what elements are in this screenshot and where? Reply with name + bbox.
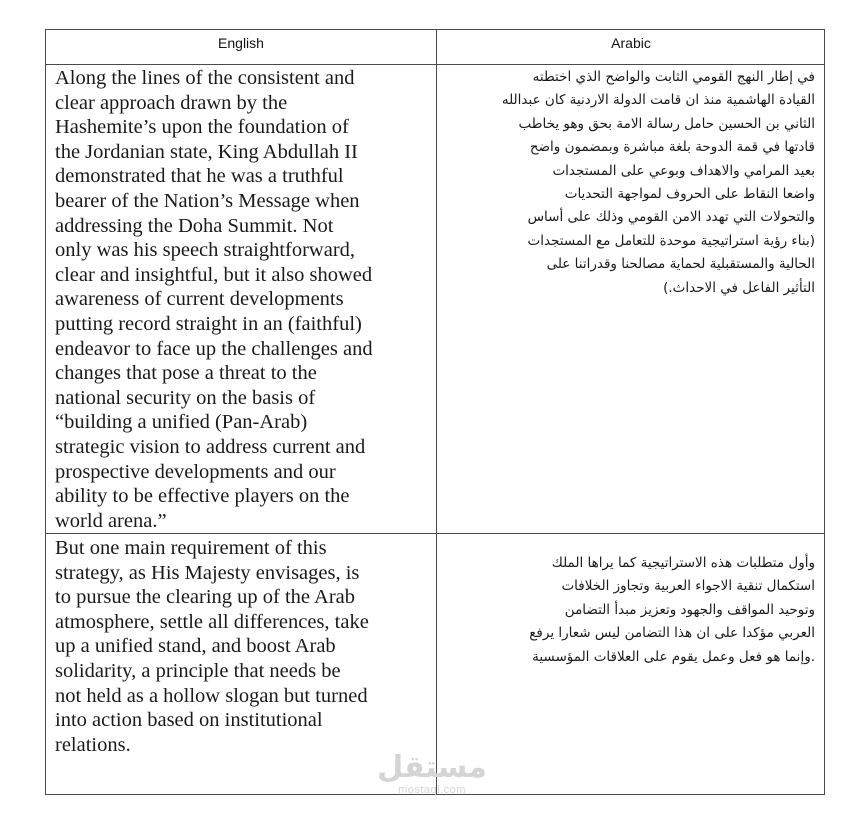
english-column-header: English (218, 35, 264, 51)
english-line: strategic vision to address current and (55, 435, 366, 458)
english-line: solidarity, a principle that needs be (55, 659, 341, 682)
arabic-line: التأثير الفاعل في الاحداث.) (663, 279, 815, 296)
arabic-line: .وإنما هو فعل وعمل يقوم على العلاقات المؤسسية (532, 648, 815, 665)
arabic-line: قادتها في قمة الدوحة بلغة مباشرة وبمضمون واضح (529, 139, 815, 156)
english-line: demonstrated that he was a truthful (55, 165, 344, 188)
arabic-column-header: Arabic (611, 35, 651, 51)
watermark-url: mostaql.com (398, 784, 466, 796)
english-line: ability to be effective players on the (55, 485, 350, 508)
arabic-line: واضعا النقاط على الحروف لمواجهة التحديات (564, 186, 815, 203)
english-line: putting record straight in an (faithful) (55, 312, 362, 335)
watermark-logo: مستقل (377, 750, 487, 785)
english-line: atmosphere, settle all differences, take (55, 610, 369, 633)
arabic-line: الثاني بن الحسين حامل رسالة الامة بحق وهو يخاطب (518, 115, 815, 132)
column-divider (436, 30, 437, 794)
english-line: awareness of current developments (55, 288, 344, 311)
arabic-line: (بناء رؤية استراتيجية موحدة للتعامل مع المستجدات (527, 232, 815, 249)
english-line: the Jordanian state, King Abdullah II (55, 140, 358, 163)
mostaql-watermark (377, 752, 487, 796)
english-line: clear and insightful, but it also showed (55, 263, 373, 286)
english-line: into action based on institutional (55, 709, 323, 732)
arabic-line: في إطار النهج القومي الثابت والواضح الذي اختطته (532, 69, 815, 85)
english-line: “building a unified (Pan-Arab) (55, 411, 308, 434)
english-line: not held as a hollow slogan but turned (55, 684, 368, 707)
english-line: national security on the basis of (55, 386, 316, 409)
english-cell-row-1 (55, 66, 433, 533)
english-line: strategy, as His Majesty envisages, is (55, 561, 360, 584)
english-cell-row-2 (55, 536, 433, 757)
arabic-cell-row-2 (445, 552, 815, 669)
header-row-divider (46, 64, 824, 65)
english-line: addressing the Doha Summit. Not (55, 214, 334, 237)
arabic-line: بعيد المرامي والاهداف وبوعي على المستجدات (552, 162, 815, 179)
english-line: endeavor to face up the challenges and (55, 337, 373, 360)
arabic-line: القيادة الهاشمية منذ ان قامت الدولة الاردنية كان عبدالله (501, 92, 815, 109)
arabic-line: والتحولات التي تهدد الامن القومي وذلك على أساس (527, 209, 815, 226)
english-line: Along the lines of the consistent and (55, 67, 355, 89)
english-line: up a unified stand, and boost Arab (55, 635, 336, 658)
english-line: prospective developments and our (55, 460, 336, 483)
english-line: changes that pose a threat to the (55, 362, 317, 385)
translation-table (45, 29, 825, 795)
english-line: Hashemite’s upon the foundation of (55, 116, 349, 139)
arabic-line: وتوحيد المواقف والجهود وتعزيز مبدأ التضامن (564, 601, 815, 618)
arabic-cell-row-1 (445, 66, 815, 300)
english-line: clear approach drawn by the (55, 91, 288, 114)
english-line: to pursue the clearing up of the Arab (55, 586, 356, 609)
arabic-line: استكمال تنقية الاجواء العربية وتجاوز الخلافات (561, 578, 815, 595)
english-line: relations. (55, 733, 131, 756)
english-line: bearer of the Nation’s Message when (55, 189, 360, 212)
arabic-line: وأول متطلبات هذه الاستراتيجية كما يراها الملك (551, 555, 815, 571)
arabic-line: الحالية والمستقبلية لحماية مصالحنا وقدراتنا على (546, 256, 815, 273)
english-line: world arena.” (55, 509, 167, 532)
english-line: But one main requirement of this (55, 537, 327, 559)
arabic-line: العربي مؤكدا على ان هذا التضامن ليس شعارا يرفع (529, 625, 815, 642)
english-line: only was his speech straightforward, (55, 239, 356, 262)
